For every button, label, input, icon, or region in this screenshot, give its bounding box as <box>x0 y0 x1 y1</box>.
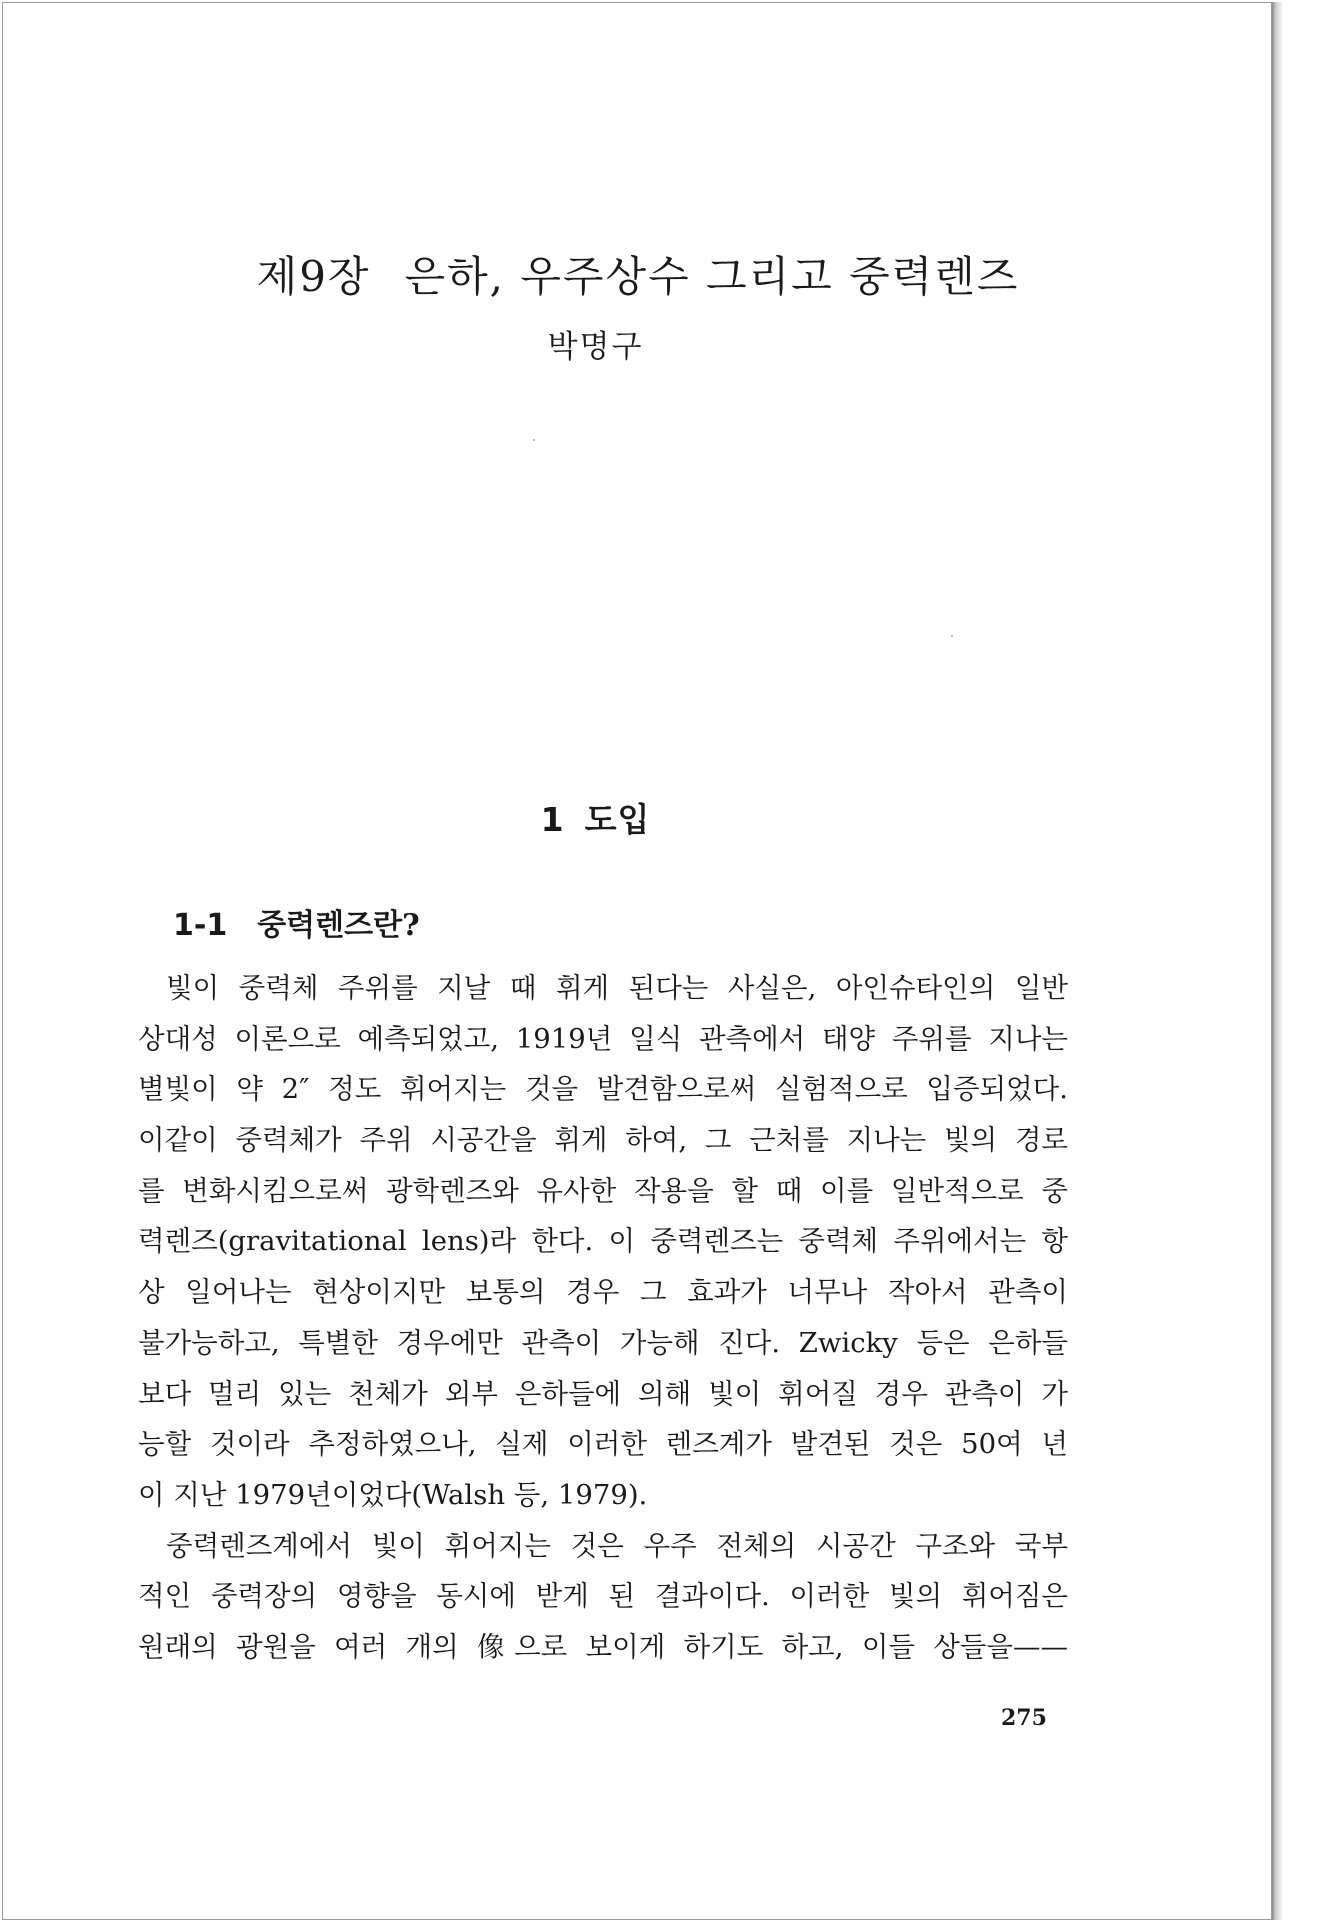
chapter-title: 은하, 우주상수 그리고 중력렌즈 <box>404 252 1020 302</box>
scan-speck <box>951 635 953 637</box>
text-line: 이같이 중력체가 주위 시공간을 휘게 하여, 그 근처를 지나는 빛의 경로 <box>138 1124 1068 1157</box>
subsection-number: 1-1 <box>173 908 228 943</box>
section-heading <box>3 794 1188 841</box>
text-line: 능할 것이라 추정하였으나, 실제 이러한 렌즈계가 발견된 것은 50여 년 <box>138 1428 1068 1461</box>
text-line: 원래의 광원을 여러 개의 像으로 보이게 하기도 하고, 이들 상들을—— <box>138 1630 1068 1663</box>
chapter-heading <box>3 244 1273 304</box>
text-line: 이 지난 1979년이었다(Walsh 등, 1979). <box>138 1478 648 1511</box>
text-line: 불가능하고, 특별한 경우에만 관측이 가능해 진다. Zwicky 등은 은하들 <box>138 1326 1068 1359</box>
chapter-number: 제9장 <box>256 252 371 302</box>
text-line: 력렌즈(gravitational lens)라 한다. 이 중력렌즈는 중력체 주위에서는 항 <box>138 1225 1068 1258</box>
text-line: 상 일어나는 현상이지만 보통의 경우 그 효과가 너무나 작아서 관측이 <box>138 1276 1068 1309</box>
section-number: 1 <box>540 800 565 840</box>
text-line: 를 변화시킴으로써 광학렌즈와 유사한 작용을 할 때 이를 일반적으로 중 <box>138 1174 1068 1207</box>
paragraph-1 <box>138 963 1068 1521</box>
scan-speck <box>533 439 535 441</box>
body-text <box>138 963 1068 1673</box>
text-line: 중력렌즈계에서 빛이 휘어지는 것은 우주 전체의 시공간 구조와 국부 <box>166 1529 1068 1562</box>
page-number: 275 <box>1001 1705 1047 1731</box>
document-page <box>2 2 1272 1920</box>
text-line: 보다 멀리 있는 천체가 외부 은하들에 의해 빛이 휘어질 경우 관측이 가 <box>138 1377 1068 1410</box>
subsection-heading <box>173 900 420 944</box>
subsection-title: 중력렌즈란? <box>257 908 420 943</box>
text-line: 상대성 이론으로 예측되었고, 1919년 일식 관측에서 태양 주위를 지나는 <box>138 1022 1068 1055</box>
text-line: 빛이 중력체 주위를 지날 때 휘게 된다는 사실은, 아인슈타인의 일반 <box>166 972 1068 1004</box>
author-name: 박명구 <box>547 329 644 365</box>
page-edge-shadow <box>1272 2 1282 1920</box>
paragraph-2 <box>138 1521 1068 1673</box>
text-line: 적인 중력장의 영향을 동시에 받게 된 결과이다. 이러한 빛의 휘어짐은 <box>138 1580 1068 1613</box>
section-title: 도입 <box>584 800 651 840</box>
text-line: 별빛이 약 2″ 정도 휘어지는 것을 발견함으로써 실험적으로 입증되었다. <box>138 1073 1068 1106</box>
